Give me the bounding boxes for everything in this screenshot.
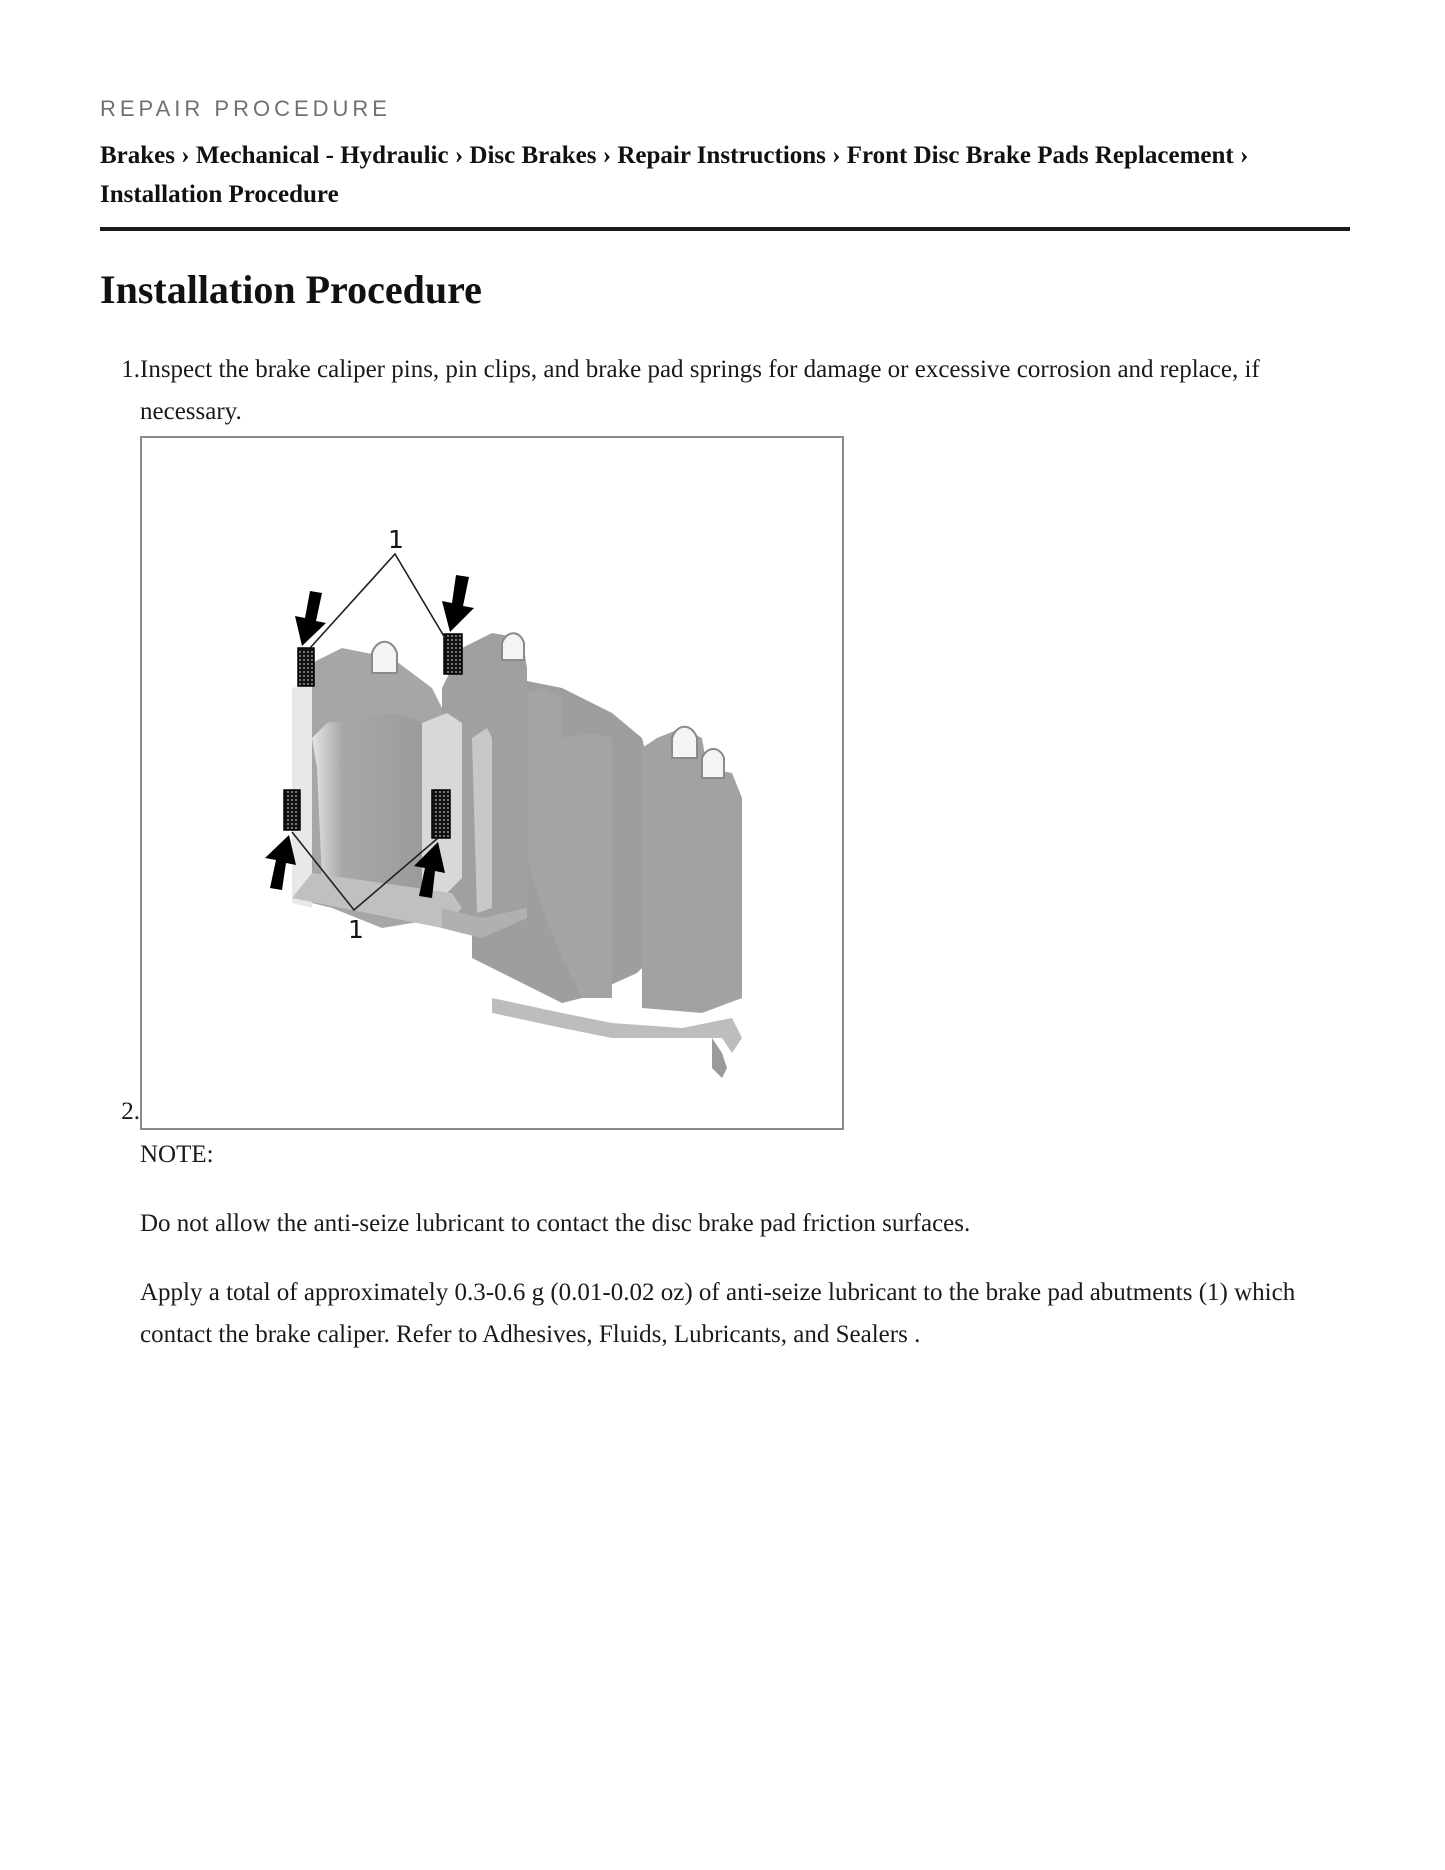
abutment-marker [444, 634, 462, 674]
arrow-up-icon [265, 835, 296, 890]
arrow-down-icon [442, 575, 474, 632]
note-text: Do not allow the anti-seize lubricant to contact the disc brake pad friction surfaces. [140, 1210, 971, 1237]
section-eyebrow: REPAIR PROCEDURE [100, 96, 391, 121]
abutment-marker [298, 648, 314, 686]
instruction-text: Apply a total of approximately 0.3-0.6 g (0.01-0.02 oz) of anti-seize lubricant to the brake pad abutments (1) which contact the brake caliper. Refer to Adhesives, Fluids, Lubricants, and Sealers . [140, 1279, 1296, 1348]
step-number: 2. [121, 1098, 140, 1125]
breadcrumb-item[interactable]: Mechanical - Hydraulic [195, 142, 449, 169]
breadcrumb-item[interactable]: Repair Instructions [617, 142, 826, 169]
breadcrumb [100, 136, 1350, 214]
step-number: 1. [121, 356, 140, 383]
breadcrumb-separator: › [602, 142, 618, 169]
note-label: NOTE: [140, 1141, 214, 1168]
brake-pad-illustration [140, 436, 844, 1130]
breadcrumb-separator: › [1239, 142, 1249, 169]
breadcrumb-separator: › [181, 142, 196, 169]
header-divider [100, 227, 1350, 231]
page-title: Installation Procedure [100, 267, 482, 312]
abutment-marker [432, 790, 450, 838]
step-text: Inspect the brake caliper pins, pin clips, and brake pad springs for damage or excessive corrosion and replace, if necessary. [140, 356, 1260, 425]
callout-label: 1 [348, 915, 364, 944]
callout-label: 1 [388, 525, 404, 554]
breadcrumb-item[interactable]: Front Disc Brake Pads Replacement [846, 142, 1234, 169]
breadcrumb-item[interactable]: Brakes [100, 142, 175, 169]
breadcrumb-separator: › [832, 142, 847, 169]
breadcrumb-item[interactable]: Disc Brakes [469, 142, 597, 169]
breadcrumb-separator: › [454, 142, 470, 169]
breadcrumb-item-current: Installation Procedure [100, 181, 339, 208]
arrow-down-icon [295, 591, 326, 646]
abutment-marker [284, 790, 300, 830]
front-brake-pad [292, 633, 527, 938]
